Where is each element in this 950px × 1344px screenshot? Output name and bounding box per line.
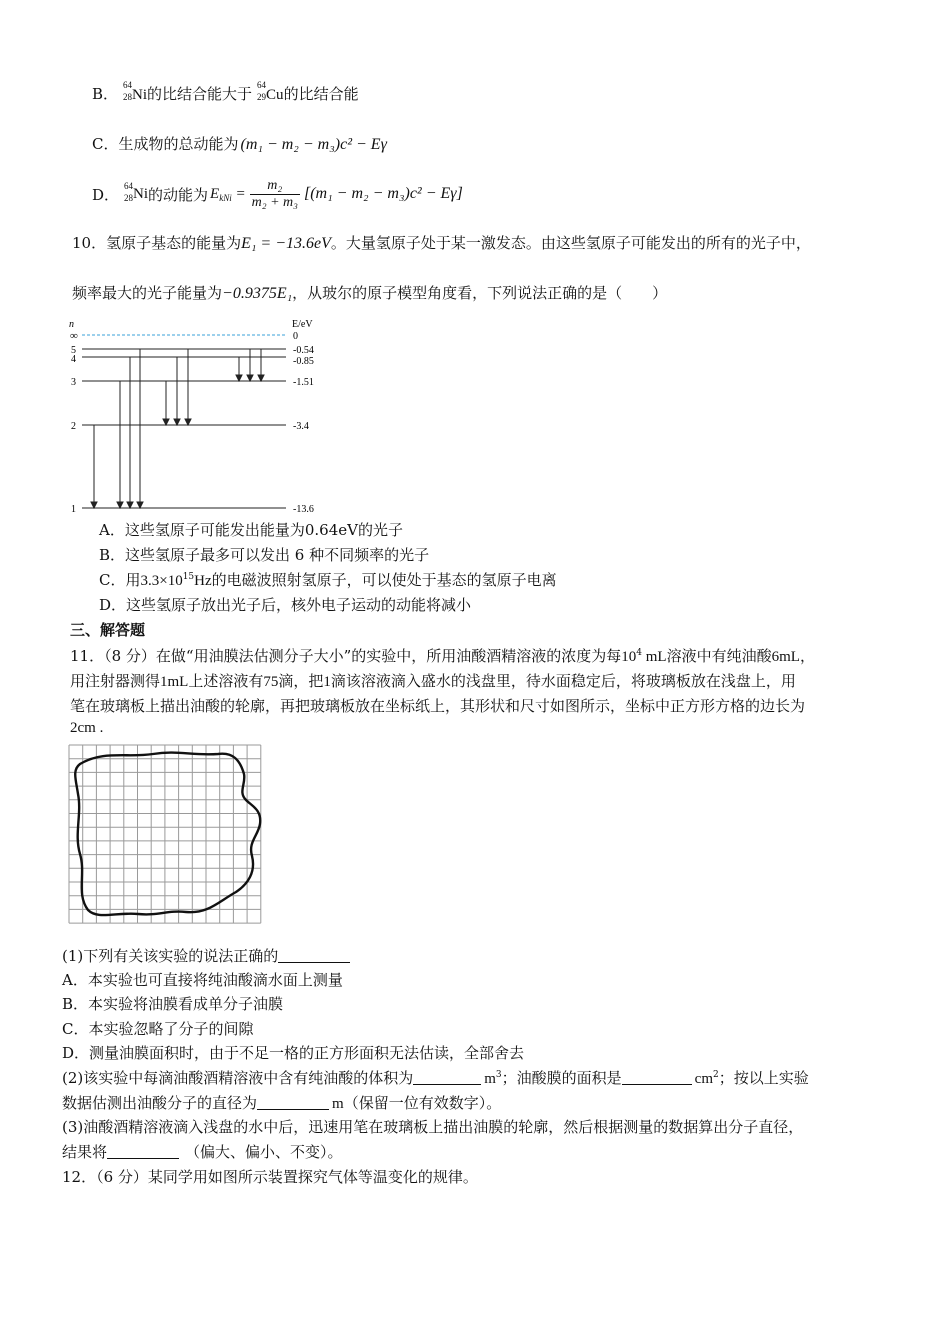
answer-blank-result[interactable] bbox=[107, 1144, 179, 1159]
nuclide-ni: 64 28 bbox=[124, 181, 134, 203]
q10-line2: 频率最大的光子能量为−0.9375E₁，从玻尔的原子模型角度看，下列说法正确的是（ ） bbox=[72, 284, 668, 302]
q11-sub1-option-d: D．测量油膜面积时，由于不足一格的正方形面积无法估读，全部舍去 bbox=[62, 1044, 525, 1062]
oil-film-grid-figure bbox=[68, 744, 264, 930]
q11-sub1-option-c: C．本实验忽略了分子的间隙 bbox=[62, 1020, 254, 1038]
nuclide-symbol: Ni bbox=[132, 87, 148, 103]
nuclide-symbol: Cu bbox=[266, 87, 284, 103]
answer-blank-volume[interactable] bbox=[413, 1070, 481, 1085]
q11-line1: 11．（8 分）在做“用油膜法估测分子大小”的实验中，所用油酸酒精溶液的浓度为每$10^4$ mL溶液中有纯油酸6mL， bbox=[70, 647, 815, 665]
level-e-5: -0.54 bbox=[293, 345, 314, 356]
level-e-inf: 0 bbox=[293, 331, 298, 342]
level-n-2: 2 bbox=[71, 421, 76, 432]
level-e-3: -1.51 bbox=[293, 377, 314, 388]
mass-fraction: $\frac{\text{m₂}}{\text{m₂ + m₃}}$ bbox=[251, 177, 298, 210]
level-n-4: 4 bbox=[71, 354, 76, 365]
energy-axis-label: E/eV bbox=[292, 319, 313, 330]
kinetic-energy-symbol: $E_{kNi}$ = bbox=[210, 185, 246, 203]
nuclide-ni: 64 28 bbox=[123, 80, 133, 102]
level-n-5: 5 bbox=[71, 345, 76, 356]
energy-bracket: [(m₁ − m₂ − m₃)c² − Eγ] bbox=[304, 185, 463, 202]
nuclide-cu: 64 29 bbox=[257, 80, 267, 102]
level-n-1: 1 bbox=[71, 504, 76, 515]
q11-line3: 笔在玻璃板上描出油酸的轮廓，再把玻璃板放在坐标纸上，其形状和尺寸如图所示，坐标中正方形方格的边长为 bbox=[70, 697, 806, 715]
level-e-4: -0.85 bbox=[293, 356, 314, 367]
level-e-1: -13.6 bbox=[293, 504, 314, 515]
q11-sub1-option-a: A．本实验也可直接将纯油酸滴水面上测量 bbox=[62, 971, 343, 989]
q11-sub2-line1: (2)该实验中每滴油酸酒精溶液中含有纯油酸的体积为 $m^3$；油酸膜的面积是 $cm^2$；按以上实验 bbox=[62, 1069, 809, 1087]
q10-line1: 10．氢原子基态的能量为E₁ = −13.6eV。大量氢原子处于某一激发态。由这些氢原子可能发出的所有的光子中， bbox=[72, 234, 811, 252]
option-label: B． bbox=[92, 85, 119, 103]
ground-energy: E₁ = −13.6eV bbox=[241, 235, 331, 252]
q11-line4: 2cm . bbox=[70, 720, 104, 736]
max-photon-energy: −0.9375E₁ bbox=[222, 285, 293, 302]
q10-option-c: C．用$3.3\times 10^{15}Hz$的电磁波照射氢原子，可以使处于基态的氢原子电离 bbox=[99, 571, 557, 589]
q9-option-d: D． 64 28 Ni 的动能为 $E_{kNi}$ = $\frac{\text{m₂}}{\text{m₂ + m₃}}$ [(m₁ − m₂ − m₃)c² − Eγ] bbox=[92, 177, 463, 210]
q11-sub3-line1: (3)油酸酒精溶液滴入浅盘的水中后，迅速用笔在玻璃板上描出油膜的轮廓，然后根据测量的数据算出分子直径， bbox=[62, 1118, 804, 1136]
q11-sub1-option-b: B．本实验将油膜看成单分子油膜 bbox=[62, 995, 284, 1013]
q11-sub2-line2: 数据估测出油酸分子的直径为 m（保留一位有效数字）。 bbox=[62, 1094, 502, 1112]
q10-option-a: A．这些氢原子可能发出能量为0.64eV的光子 bbox=[99, 521, 403, 539]
section-title: 三、解答题 bbox=[70, 621, 146, 639]
answer-blank-diameter[interactable] bbox=[257, 1095, 329, 1110]
q10-option-d: D．这些氢原子放出光子后，核外电子运动的动能将减小 bbox=[99, 596, 472, 614]
level-e-2: -3.4 bbox=[293, 421, 309, 432]
q10-option-b: B．这些氢原子最多可以发出 6 种不同频率的光子 bbox=[99, 546, 430, 564]
q12-text: 12．（6 分）某同学用如图所示装置探究气体等温变化的规律。 bbox=[62, 1168, 478, 1186]
answer-blank[interactable] bbox=[278, 948, 350, 963]
q9-option-b: B． 64 28 Ni的比结合能大于 64 29 Cu的比结合能 bbox=[92, 80, 359, 103]
coordinate-grid bbox=[69, 745, 261, 923]
q11-sub1: (1)下列有关该实验的说法正确的 bbox=[62, 945, 350, 966]
q11-line2: 用注射器测得1mL上述溶液有75滴，把1滴该溶液滴入盛水的浅盘里，待水面稳定后，将玻璃板放在浅盘上，用 bbox=[70, 672, 796, 690]
answer-blank-area[interactable] bbox=[622, 1070, 692, 1085]
oil-film-outline bbox=[75, 753, 260, 916]
level-n-inf: ∞ bbox=[70, 330, 78, 342]
kinetic-energy-formula: (m₁ − m₂ − m₃)c² − Eγ bbox=[240, 136, 387, 153]
q9-option-c: C．生成物的总动能为 (m₁ − m₂ − m₃)c² − Eγ bbox=[92, 135, 387, 153]
n-axis-label: n bbox=[69, 319, 74, 330]
level-n-3: 3 bbox=[71, 377, 76, 388]
q11-sub3-line2: 结果将 （偏大、偏小、不变）。 bbox=[62, 1143, 343, 1161]
transition-arrows bbox=[91, 349, 264, 508]
energy-level-diagram bbox=[62, 315, 332, 515]
